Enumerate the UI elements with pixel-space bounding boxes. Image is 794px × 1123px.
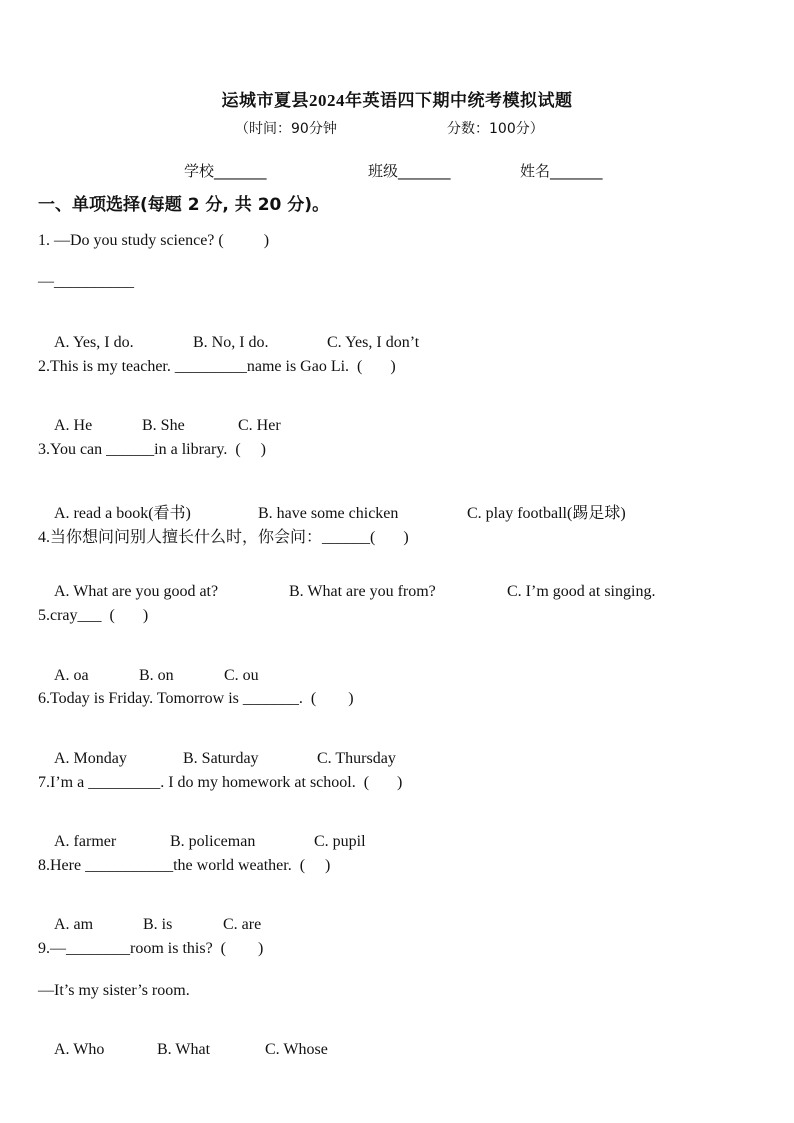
name-field: 姓名_______ (520, 162, 603, 180)
question-2-stem: 2.This is my teacher. _________name is Gao Li. ( ) (38, 358, 396, 375)
question-7-stem: 7.I’m a _________. I do my homework at school. ( ) (38, 774, 403, 791)
class-field: 班级_______ (368, 162, 451, 180)
question-7-option-c: C. pupil (314, 833, 366, 850)
question-8-option-c: C. are (223, 916, 262, 933)
question-4-option-a: A. What are you good at? (54, 583, 219, 600)
question-8-stem: 8.Here ___________the world weather. ( ) (38, 857, 331, 874)
question-1-option-b: B. No, I do. (193, 334, 269, 351)
question-1-option-c: C. Yes, I don’t (327, 334, 420, 351)
question-5-option-c: C. ou (224, 667, 259, 684)
question-9-option-b: B. What (157, 1041, 211, 1058)
question-5-option-a: A. oa (54, 667, 89, 684)
question-3-option-a: A. read a book(看书) (54, 505, 191, 522)
question-9-option-c: C. Whose (265, 1041, 328, 1058)
question-2-option-c: C. Her (238, 417, 281, 434)
school-field: 学校_______ (184, 162, 267, 180)
question-2-option-a: A. He (54, 417, 93, 434)
question-6-stem: 6.Today is Friday. Tomorrow is _______. ( ) (38, 690, 354, 707)
question-9-stem: 9.—________room is this? ( ) (38, 940, 264, 957)
question-9-option-a: A. Who (54, 1041, 105, 1058)
question-8-option-a: A. am (54, 916, 94, 933)
section-heading: 一、单项选择(每题 2 分, 共 20 分)。 (38, 195, 330, 215)
question-3-option-c: C. play football(踢足球) (467, 505, 626, 522)
exam-title: 运城市夏县2024年英语四下期中统考模拟试题 (221, 91, 573, 110)
question-6-option-c: C. Thursday (317, 750, 396, 767)
exam-time: （时间：90分钟 (235, 121, 337, 137)
exam-score: 分数：100分） (447, 121, 544, 137)
question-9-options (38, 1023, 328, 1077)
question-9-answer-line: —It’s my sister’s room. (38, 982, 190, 999)
question-4-option-c: C. I’m good at singing. (507, 583, 656, 600)
question-6-option-a: A. Monday (54, 750, 127, 767)
question-4-option-b: B. What are you from? (289, 583, 436, 600)
question-6-option-b: B. Saturday (183, 750, 259, 767)
question-7-option-a: A. farmer (54, 833, 117, 850)
question-5-option-b: B. on (139, 667, 174, 684)
question-7-option-b: B. policeman (170, 833, 256, 850)
question-5-stem: 5.cray___ ( ) (38, 607, 149, 624)
question-4-stem: 4.当你想问问别人擅长什么时，你会问：______( ) (38, 529, 409, 546)
question-1-stem: 1. —Do you study science? ( ) (38, 232, 270, 249)
question-8-option-b: B. is (143, 916, 173, 933)
question-1-answer-blank: —__________ (38, 273, 134, 290)
question-3-stem: 3.You can ______in a library. ( ) (38, 441, 266, 458)
question-3-option-b: B. have some chicken (258, 505, 399, 522)
question-1-option-a: A. Yes, I do. (54, 334, 134, 351)
question-2-option-b: B. She (142, 417, 185, 434)
